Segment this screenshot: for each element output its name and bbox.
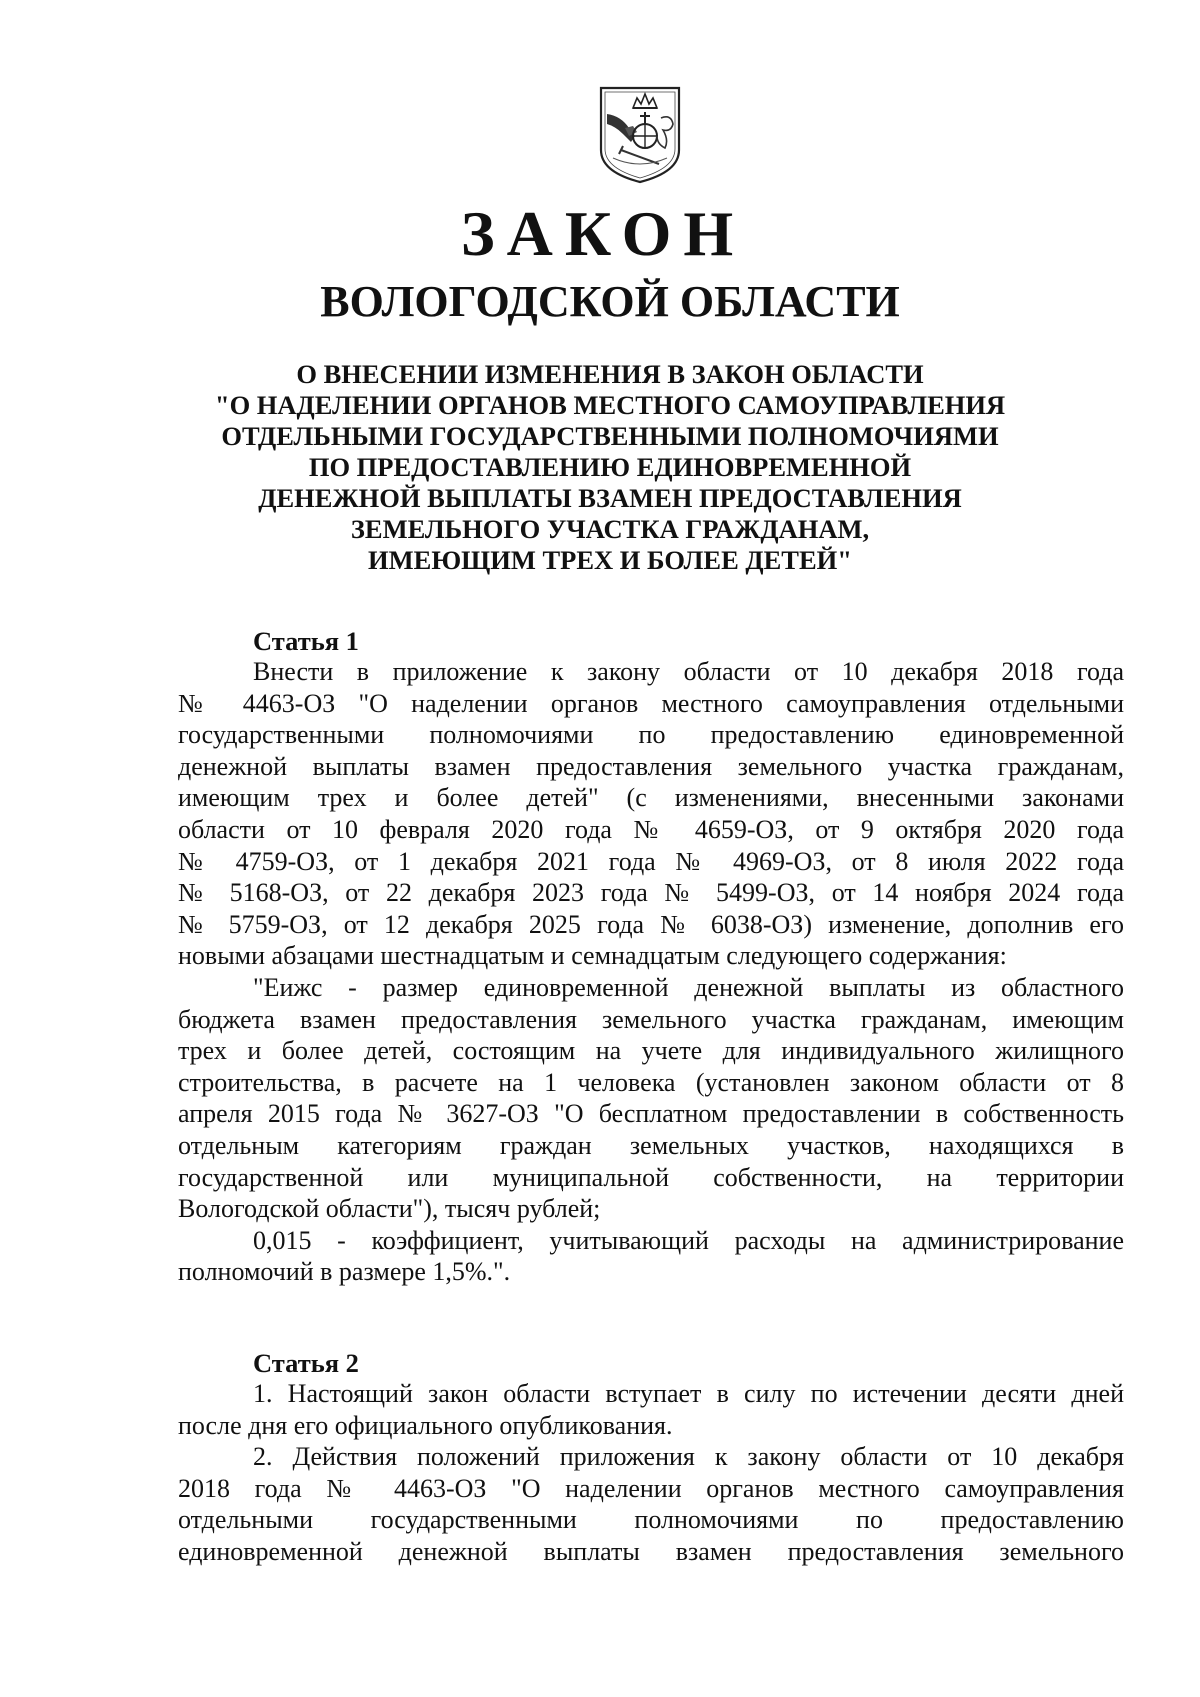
text-line: полномочий в размере 1,5%.". <box>178 1257 511 1287</box>
text-line: единовременной денежной выплаты взамен предоставления земельного <box>178 1536 1124 1566</box>
text-line: отдельными государственными полномочиями по предоставлению <box>178 1505 1124 1535</box>
text-line: после дня его официального опубликования. <box>178 1410 673 1440</box>
text-line: № 5168-ОЗ, от 22 декабря 2023 года № 5499-ОЗ, от 14 ноября 2024 года <box>178 878 1124 908</box>
subtitle-line: ДЕНЕЖНОЙ ВЫПЛАТЫ ВЗАМЕН ПРЕДОСТАВЛЕНИЯ <box>258 483 962 513</box>
article-1-body <box>178 656 1124 1288</box>
subtitle-line: О ВНЕСЕНИИ ИЗМЕНЕНИЯ В ЗАКОН ОБЛАСТИ <box>296 359 924 389</box>
text-line: имеющим трех и более детей" (с изменениями, внесенными законами <box>178 783 1124 813</box>
subtitle-line: ЗЕМЕЛЬНОГО УЧАСТКА ГРАЖДАНАМ, <box>350 514 870 544</box>
text-line: № 4759-ОЗ, от 1 декабря 2021 года № 4969-ОЗ, от 8 июля 2022 года <box>178 846 1124 876</box>
text-line: денежной выплаты взамен предоставления земельного участка гражданам, <box>178 751 1124 781</box>
subtitle-line: ИМЕЮЩИМ ТРЕХ И БОЛЕЕ ДЕТЕЙ" <box>368 545 852 575</box>
text-line: апреля 2015 года № 3627-ОЗ "О бесплатном предоставлении в собственность <box>178 1099 1124 1129</box>
text-line: 0,015 - коэффициент, учитывающий расходы на администрирование <box>253 1225 1124 1255</box>
coat-of-arms-emblem <box>599 84 681 184</box>
text-line: строительства, в расчете на 1 человека (установлен законом области от 8 <box>178 1067 1124 1097</box>
text-line: новыми абзацами шестнадцатым и семнадцатым следующего содержания: <box>178 941 1007 971</box>
subtitle-line: ОТДЕЛЬНЫМИ ГОСУДАРСТВЕННЫМИ ПОЛНОМОЧИЯМИ <box>221 421 999 451</box>
text-line: "Еижс - размер единовременной денежной выплаты из областного <box>253 972 1124 1002</box>
coat-of-arms-icon <box>599 84 681 184</box>
text-line: Вологодской области"), тысяч рублей; <box>178 1194 601 1224</box>
article-2-heading: Статья 2 <box>253 1348 359 1378</box>
text-line: государственными полномочиями по предоставлению единовременной <box>178 720 1124 750</box>
subtitle-line: "О НАДЕЛЕНИИ ОРГАНОВ МЕСТНОГО САМОУПРАВЛЕНИЯ <box>214 390 1006 420</box>
text-line: отдельным категориям граждан земельных участков, находящихся в <box>178 1130 1124 1160</box>
text-line: государственной или муниципальной собственности, на территории <box>178 1162 1124 1192</box>
document-title: ЗАКОН <box>460 198 746 269</box>
law-subtitle <box>0 359 1200 576</box>
text-line: трех и более детей, состоящим на учете для индивидуального жилищного <box>178 1036 1124 1066</box>
text-line: бюджета взамен предоставления земельного участка гражданам, имеющим <box>178 1004 1124 1034</box>
text-line: 2018 года № 4463-ОЗ "О наделении органов местного самоуправления <box>178 1473 1124 1503</box>
text-line: Внести в приложение к закону области от 10 декабря 2018 года <box>253 657 1124 686</box>
text-line: № 5759-ОЗ, от 12 декабря 2025 года № 6038-ОЗ) изменение, дополнив его <box>178 909 1124 939</box>
text-line: 1. Настоящий закон области вступает в силу по истечении десяти дней <box>253 1379 1124 1408</box>
text-line: № 4463-ОЗ "О наделении органов местного самоуправления отдельными <box>178 688 1124 718</box>
text-line: 2. Действия положений приложения к закону области от 10 декабря <box>253 1442 1124 1472</box>
article-2-body <box>178 1378 1124 1568</box>
subtitle-line: ПО ПРЕДОСТАВЛЕНИЮ ЕДИНОВРЕМЕННОЙ <box>308 452 912 482</box>
text-line: области от 10 февраля 2020 года № 4659-ОЗ, от 9 октября 2020 года <box>178 814 1124 844</box>
article-1-heading: Статья 1 <box>253 626 359 656</box>
document-region: ВОЛОГОДСКОЙ ОБЛАСТИ <box>320 277 900 326</box>
